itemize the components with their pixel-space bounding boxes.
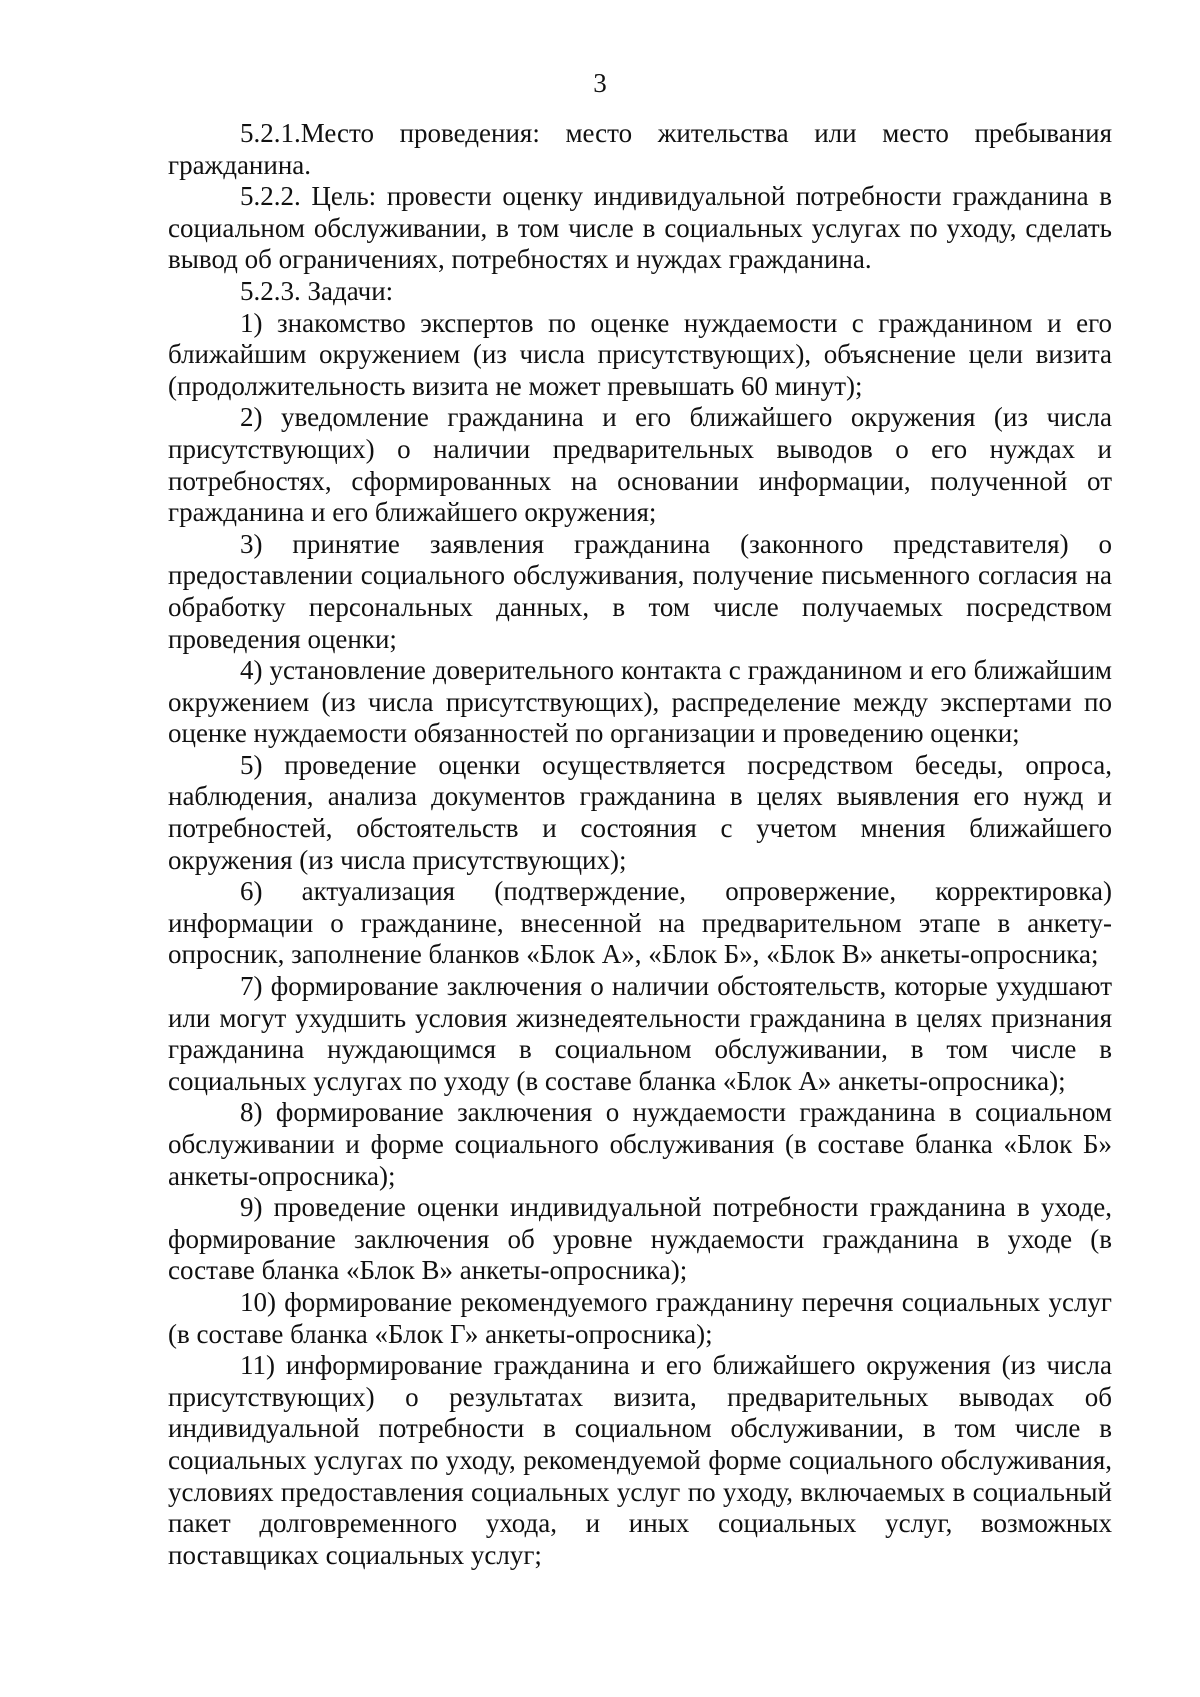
list-item-8: 8) формирование заключения о нуждаемости гражданина в социальном обслуживании и форме социального обслуживания (в составе бланка «Блок Б» анкеты-опросника); — [168, 1097, 1112, 1191]
list-item-10: 10) формирование рекомендуемого гражданину перечня социальных услуг (в составе бланка «Блок Г» анкеты-опросника); — [168, 1286, 1112, 1349]
paragraph-5-2-2: 5.2.2. Цель: провести оценку индивидуальной потребности гражданина в социальном обслуживании, в том числе в социальных услугах по уходу, сделать вывод об ограничениях, потребностях и нуждах гражданина. — [168, 181, 1112, 275]
list-item-2: 2) уведомление гражданина и его ближайшего окружения (из числа присутствующих) о наличии предварительных выводов о его нуждах и потребностях, сформированных на основании информации, полученной от гражданина и его ближайшего окружения; — [168, 402, 1112, 528]
page-number: 3 — [593, 68, 607, 98]
paragraph-5-2-3-heading: 5.2.3. Задачи: — [240, 275, 394, 306]
list-item-7: 7) формирование заключения о наличии обстоятельств, которые ухудшают или могут ухудшить условия жизнедеятельности гражданина в целях признания гражданина нуждающимся в социальном обслуживании, в том числе в социальных услугах по уходу (в составе бланка «Блок А» анкеты-опросника); — [168, 971, 1112, 1096]
list-item-5: 5) проведение оценки осуществляется посредством беседы, опроса, наблюдения, анализа документов гражданина в целях выявления его нужд и потребностей, обстоятельств и состояния с учетом мнения ближайшего окружения (из числа присутствующих); — [168, 749, 1112, 875]
paragraph-5-2-1: 5.2.1.Место проведения: место жительства или место пребывания гражданина. — [168, 118, 1112, 180]
list-item-3: 3) принятие заявления гражданина (законного представителя) о предоставлении социального обслуживания, получение письменного согласия на обработку персональных данных, в том числе получаемых посредством проведения оценки; — [168, 528, 1112, 654]
list-item-6: 6) актуализация (подтверждение, опровержение, корректировка) информации о гражданине, внесенной на предварительном этапе в анкету-опросник, заполнение бланков «Блок А», «Блок Б», «Блок В» анкеты-опросника; — [168, 876, 1112, 970]
list-item-11: 11) информирование гражданина и его ближайшего окружения (из числа присутствующих) о результатах визита, предварительных выводах об индивидуальной потребности в социальном обслуживании, в том числе в социальных услугах по уходу, рекомендуемой форме социального обслуживания, условиях предоставления социальных услуг по уходу, включаемых в социальный пакет долговременного ухода, и иных социальных услуг, возможных поставщиках социальных услуг; — [168, 1350, 1112, 1570]
document-body — [168, 118, 1112, 1571]
list-item-4: 4) установление доверительного контакта с гражданином и его ближайшим окружением (из числа присутствующих), распределение между экспертами по оценке нуждаемости обязанностей по организации и проведению оценки; — [168, 655, 1112, 749]
list-item-1: 1) знакомство экспертов по оценке нуждаемости с гражданином и его ближайшим окружением (из числа присутствующих), объяснение цели визита (продолжительность визита не может превышать 60 минут); — [168, 307, 1112, 401]
list-item-9: 9) проведение оценки индивидуальной потребности гражданина в уходе, формирование заключения об уровне нуждаемости гражданина в уходе (в составе бланка «Блок В» анкеты-опросника); — [168, 1192, 1112, 1286]
